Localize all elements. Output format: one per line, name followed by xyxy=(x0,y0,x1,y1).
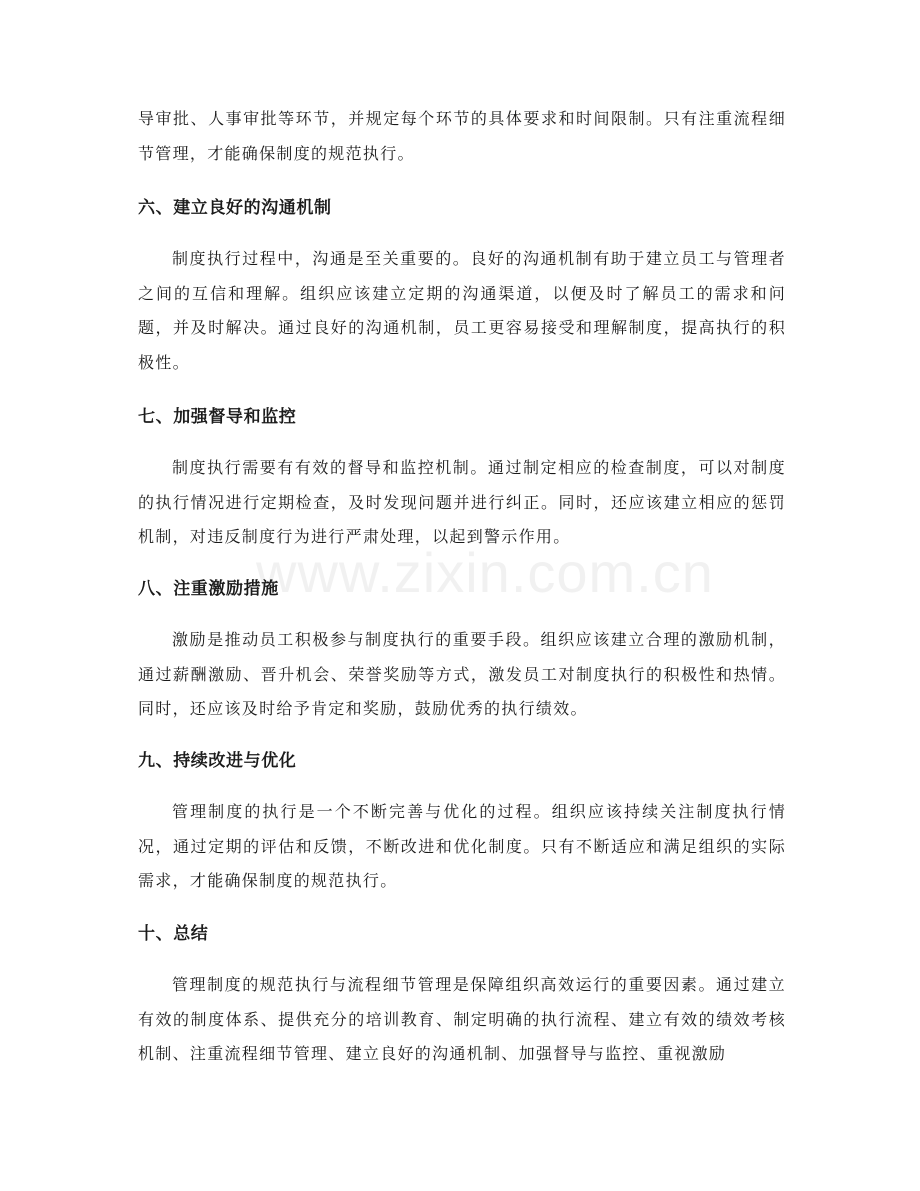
watermark: www.zixin.com.cn xyxy=(256,541,714,604)
section-6-body-block xyxy=(138,242,786,380)
section-body-10: 管理制度的规范执行与流程细节管理是保障组织高效运行的重要因素。通过建立有效的制度体系、提供充分的培训教育、制定明确的执行流程、建立有效的绩效考核机制、注重流程细节管理、建立良好的沟通机制、加强督导与监控、重视激励 xyxy=(138,975,786,1063)
section-body-6: 制度执行过程中，沟通是至关重要的。良好的沟通机制有助于建立员工与管理者之间的互信和理解。组织应该建立定期的沟通渠道，以便及时了解员工的需求和问题，并及时解决。通过良好的沟通机制，员工更容易接受和理解制度，提高执行的积极性。 xyxy=(138,249,786,372)
section-7-heading-block xyxy=(138,402,786,432)
section-10-body-block xyxy=(138,968,786,1072)
intro-paragraph-block xyxy=(138,102,786,171)
section-8-heading-block xyxy=(138,574,786,604)
section-9-body-block xyxy=(138,795,786,899)
section-body-9: 管理制度的执行是一个不断完善与优化的过程。组织应该持续关注制度执行情况，通过定期的评估和反馈，不断改进和优化制度。只有不断适应和满足组织的实际需求，才能确保制度的规范执行。 xyxy=(138,802,786,890)
section-heading-8: 八、注重激励措施 xyxy=(138,579,279,599)
section-10-heading-block xyxy=(138,919,786,949)
section-9-heading-block xyxy=(138,746,786,776)
section-7-body-block xyxy=(138,451,786,555)
section-8-body-block xyxy=(138,623,786,727)
section-body-8: 激励是推动员工积极参与制度执行的重要手段。组织应该建立合理的激励机制，通过薪酬激励、晋升机会、荣誉奖励等方式，激发员工对制度执行的积极性和热情。同时，还应该及时给予肯定和奖励，鼓励优秀的执行绩效。 xyxy=(138,630,786,718)
section-heading-9: 九、持续改进与优化 xyxy=(138,751,297,771)
section-6-heading-block xyxy=(138,193,786,223)
intro-paragraph: 导审批、人事审批等环节，并规定每个环节的具体要求和时间限制。只有注重流程细节管理，才能确保制度的规范执行。 xyxy=(138,109,786,163)
section-heading-6: 六、建立良好的沟通机制 xyxy=(138,198,332,218)
section-heading-10: 十、总结 xyxy=(138,924,209,944)
section-heading-7: 七、加强督导和监控 xyxy=(138,407,297,427)
section-body-7: 制度执行需要有有效的督导和监控机制。通过制定相应的检查制度，可以对制度的执行情况进行定期检查，及时发现问题并进行纠正。同时，还应该建立相应的惩罚机制，对违反制度行为进行严肃处理，以起到警示作用。 xyxy=(138,458,786,546)
